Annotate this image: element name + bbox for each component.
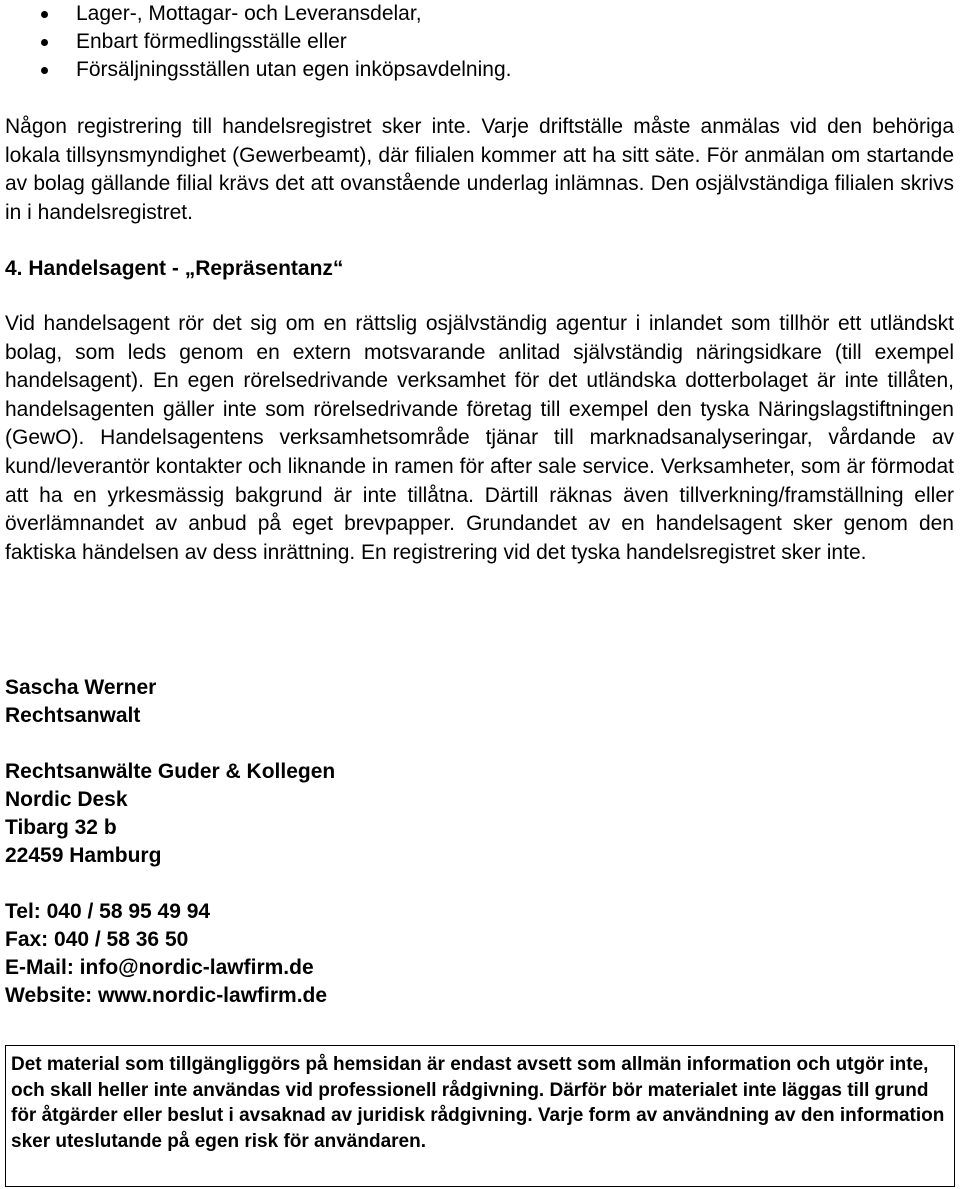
author-title: Rechtsanwalt [5,704,141,727]
contact-phone: Tel: 040 / 58 95 49 94 [5,900,211,923]
disclaimer-box: Det material som tillgängliggörs på hemsidan är endast avsett som allmän information och utgör inte, och skall heller inte användas vid professionell rådgivning. Därför bör materialet inte läggas till grund för åtgärder eller beslut i avsaknad av juridisk rådgivning. Varje form av användning av den information sker uteslutande på egen risk för användaren. [5,1045,955,1187]
bullet-icon [41,39,48,46]
contact-email[interactable]: E-Mail: info@nordic-lawfirm.de [5,956,314,979]
section-heading: 4. Handelsagent - „Repräsentanz“ [5,257,344,280]
registration-paragraph: Någon registrering till handelsregistret sker inte. Varje driftställe måste anmälas vid den behöriga lokala tillsynsmyndighet (Gewerbeamt), där filialen kommer att ha sitt säte. För anmälan om startande av bolag gällande filial krävs det att ovanstående underlag inlämnas. Den osjälvständiga filialen skrivs in i handelsregistret. [5,115,954,224]
contact-block [5,898,327,1010]
firm-desk: Nordic Desk [5,788,128,811]
list-item [5,28,945,56]
bullet-list [5,0,945,84]
bullet-text: Försäljningsställen utan egen inköpsavdelning. [76,58,512,81]
bullet-icon [41,67,48,74]
contact-website[interactable]: Website: www.nordic-lawfirm.de [5,984,328,1007]
author-name: Sascha Werner [5,676,157,699]
firm-name: Rechtsanwälte Guder & Kollegen [5,760,336,783]
bullet-icon [41,11,48,18]
handelsagent-paragraph: Vid handelsagent rör det sig om en rättslig osjälvständig agentur i inlandet som tillhör ett utländskt bolag, som leds genom en extern motsvarande anlitad självständig näringsidkare (till exempel handelsagent). En egen rörelsedrivande verksamhet för det utländska dotterbolaget är inte tillåten, handelsagenten gäller inte som rörelsedrivande företag till exempel den tyska Näringslagstiftningen (GewO). Handelsagentens verksamhetsområde tjänar till marknadsanalyseringar, vårdande av kund/leverantör kontakter och liknande in ramen för after sale service. Verksamheter, som är förmodat att ha en yrkesmässig bakgrund är inte tillåtna. Därtill räknas även tillverkning/framställning eller överlämnandet av anbud på eget brevpapper. Grundandet av en handelsagent sker genom den faktiska händelsen av dess inrättning. En registrering vid det tyska handelsregistret sker inte. [5,312,954,564]
firm-address-block [5,758,335,870]
author-block [5,674,156,730]
list-item [5,0,945,28]
firm-street: Tibarg 32 b [5,816,117,839]
bullet-text: Enbart förmedlingsställe eller [76,30,347,53]
list-item [5,56,945,84]
firm-city: 22459 Hamburg [5,844,162,867]
contact-fax: Fax: 040 / 58 36 50 [5,928,189,951]
bullet-text: Lager-, Mottagar- och Leveransdelar, [76,2,422,25]
